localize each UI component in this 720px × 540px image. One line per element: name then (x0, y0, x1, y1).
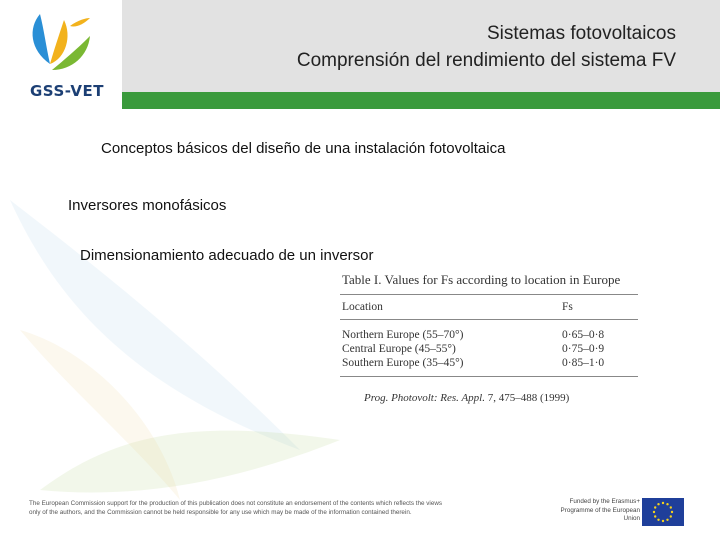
column-header-location: Location (342, 301, 383, 313)
column-header-fs: Fs (562, 301, 573, 313)
reference-journal: Prog. Photovolt: Res. Appl. (364, 392, 485, 404)
reference-detail: 7, 475–488 (1999) (487, 392, 570, 404)
table-row (340, 356, 640, 370)
table-cell-fs: 0·85–1·0 (562, 357, 605, 369)
eu-disclaimer: The European Commission support for the production of this publication does not constitute an endorsement of the contents which reflects the views only of the authors, and the Commission cannot be held responsible for any use which may be made of the information contained therein. (29, 500, 443, 516)
logo-text: GSS-VET (30, 82, 104, 100)
table-cell-location: Central Europe (45–55°) (342, 343, 456, 355)
table-cell-location: Southern Europe (35–45°) (342, 357, 464, 369)
eu-flag-icon (642, 498, 684, 526)
table-row (340, 328, 640, 342)
table-caption: Table I. Values for Fs according to location in Europe (342, 272, 621, 287)
header-green-bar (122, 92, 720, 109)
table-header-row (340, 301, 640, 313)
title-line-2: Comprensión del rendimiento del sistema FV (296, 50, 676, 71)
table-bottom-rule (340, 376, 638, 377)
table-row (340, 342, 640, 356)
page-title (297, 20, 676, 74)
table-cell-fs: 0·75–0·9 (562, 343, 605, 355)
table-cell-fs: 0·65–0·8 (562, 329, 605, 341)
title-line-1: Sistemas fotovoltaicos (486, 23, 676, 44)
heading-inversores: Inversores monofásicos (68, 197, 227, 214)
background-leaf-decoration (0, 190, 360, 510)
table-cell-location: Northern Europe (55–70°) (342, 329, 464, 341)
fs-table-figure (340, 272, 640, 404)
table-reference (340, 392, 640, 404)
erasmus-funding-text: Funded by the Erasmus+ Programme of the European Union (560, 498, 640, 522)
heading-dimensionamiento: Dimensionamiento adecuado de un inversor (80, 247, 374, 261)
table-top-rule (340, 294, 638, 295)
heading-conceptos: Conceptos básicos del diseño de una instalación fotovoltaica (101, 140, 506, 157)
